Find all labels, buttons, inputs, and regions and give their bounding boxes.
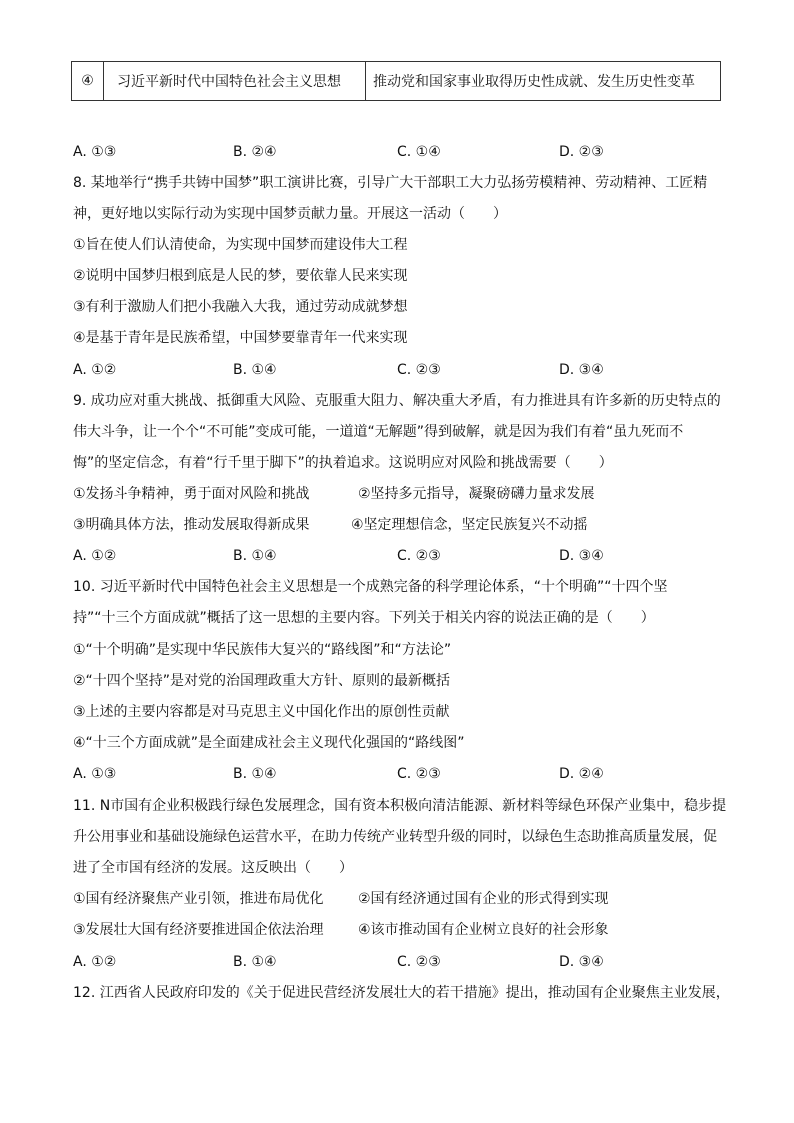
option-a: A. ①③ xyxy=(73,766,117,782)
option-a: A. ①② xyxy=(73,548,117,564)
option-c: C. ②③ xyxy=(397,954,441,970)
q11-item-1: ①国有经济聚焦产业引领，推进布局优化 xyxy=(73,891,324,907)
table-row xyxy=(71,61,721,101)
row-effect: 推动党和国家事业取得历史性成就、发生历史性变革 xyxy=(373,74,695,90)
q10-stem-line2: 持”“十三个方面成就”概括了这一思想的主要内容。下列关于相关内容的说法正确的是（ ） xyxy=(73,610,655,626)
q9-stem-line3: 悔”的坚定信念，有着“行千里于脚下”的执着追求。这说明应对风险和挑战需要（ ） xyxy=(73,455,613,471)
q9-item-2: ②坚持多元指导，凝聚磅礴力量求发展 xyxy=(358,486,595,502)
option-d: D. ③④ xyxy=(559,548,604,564)
q9-items-row2 xyxy=(73,516,713,534)
option-d: D. ③④ xyxy=(559,954,604,970)
option-a: A. ①③ xyxy=(73,144,117,160)
row-number: ④ xyxy=(72,62,104,100)
option-b: B. ①④ xyxy=(233,766,277,782)
option-b: B. ①④ xyxy=(233,548,277,564)
option-c: C. ①④ xyxy=(397,144,441,160)
q8-stem-line1: 8. 某地举行“携手共铸中国梦”职工演讲比赛，引导广大干部职工大力弘扬劳模精神、劳动精神、工匠精 xyxy=(73,175,708,191)
q10-stem-line1: 10. 习近平新时代中国特色社会主义思想是一个成熟完备的科学理论体系，“十个明确”“十四个坚 xyxy=(73,579,668,595)
q10-item-1: ①“十个明确”是实现中华民族伟大复兴的“路线图”和“方法论” xyxy=(73,642,452,658)
q11-items-row2 xyxy=(73,921,713,939)
option-a: A. ①② xyxy=(73,954,117,970)
option-d: D. ②③ xyxy=(559,144,604,160)
option-d: D. ③④ xyxy=(559,362,604,378)
option-c: C. ②③ xyxy=(397,362,441,378)
q8-item-1: ①旨在使人们认清使命，为实现中国梦而建设伟大工程 xyxy=(73,237,408,253)
q9-options xyxy=(73,547,713,565)
option-b: B. ①④ xyxy=(233,362,277,378)
option-b: B. ②④ xyxy=(233,144,277,160)
q12-stem-line1: 12. 江西省人民政府印发的《关于促进民营经济发展壮大的若干措施》提出，推动国有企业聚焦主业发展， xyxy=(73,985,730,1001)
q9-item-3: ③明确具体方法，推动发展取得新成果 xyxy=(73,517,310,533)
q11-options xyxy=(73,953,713,971)
option-c: C. ②③ xyxy=(397,548,441,564)
option-a: A. ①② xyxy=(73,362,117,378)
q10-options xyxy=(73,765,713,783)
option-d: D. ②④ xyxy=(559,766,604,782)
option-c: C. ②③ xyxy=(397,766,441,782)
q10-item-3: ③上述的主要内容都是对马克思主义中国化作出的原创性贡献 xyxy=(73,704,450,720)
q9-stem-line1: 9. 成功应对重大挑战、抵御重大风险、克服重大阻力、解决重大矛盾，有力推进具有许多新的历史特点的 xyxy=(73,393,721,409)
q11-stem-line1: 11. N市国有企业积极践行绿色发展理念，国有资本积极向清洁能源、新材料等绿色环保产业集中，稳步提 xyxy=(73,798,727,814)
q11-item-3: ③发展壮大国有经济要推进国企依法治理 xyxy=(73,922,324,938)
q11-item-4: ④该市推动国有企业树立良好的社会形象 xyxy=(358,922,609,938)
q11-stem-line2: 升公用事业和基础设施绿色运营水平，在助力传统产业转型升级的同时，以绿色生态助推高质量发展，促 xyxy=(73,829,717,845)
q8-item-4: ④是基于青年是民族希望，中国梦要靠青年一代来实现 xyxy=(73,330,408,346)
q9-items-row1 xyxy=(73,485,713,503)
q8-options xyxy=(73,361,713,379)
q8-item-2: ②说明中国梦归根到底是人民的梦，要依靠人民来实现 xyxy=(73,268,408,284)
q8-stem-line2: 神，更好地以实际行动为实现中国梦贡献力量。开展这一活动（ ） xyxy=(73,206,507,222)
q9-item-1: ①发扬斗争精神，勇于面对风险和挑战 xyxy=(73,486,310,502)
q10-item-4: ④“十三个方面成就”是全面建成社会主义现代化强国的“路线图” xyxy=(73,735,465,751)
q11-stem-line3: 进了全市国有经济的发展。这反映出（ ） xyxy=(73,860,353,876)
q11-items-row1 xyxy=(73,890,713,908)
option-b: B. ①④ xyxy=(233,954,277,970)
q9-item-4: ④坚定理想信念，坚定民族复兴不动摇 xyxy=(351,517,588,533)
row-thought: 习近平新时代中国特色社会主义思想 xyxy=(104,62,366,100)
q8-item-3: ③有利于激励人们把小我融入大我，通过劳动成就梦想 xyxy=(73,299,408,315)
q9-stem-line2: 伟大斗争，让一个个“不可能”变成可能，一道道“无解题”得到破解，就是因为我们有着“虽九死而不 xyxy=(73,424,684,440)
q10-item-2: ②“十四个坚持”是对党的治国理政重大方针、原则的最新概括 xyxy=(73,673,451,689)
q11-item-2: ②国有经济通过国有企业的形式得到实现 xyxy=(358,891,609,907)
q7-options xyxy=(73,143,713,161)
